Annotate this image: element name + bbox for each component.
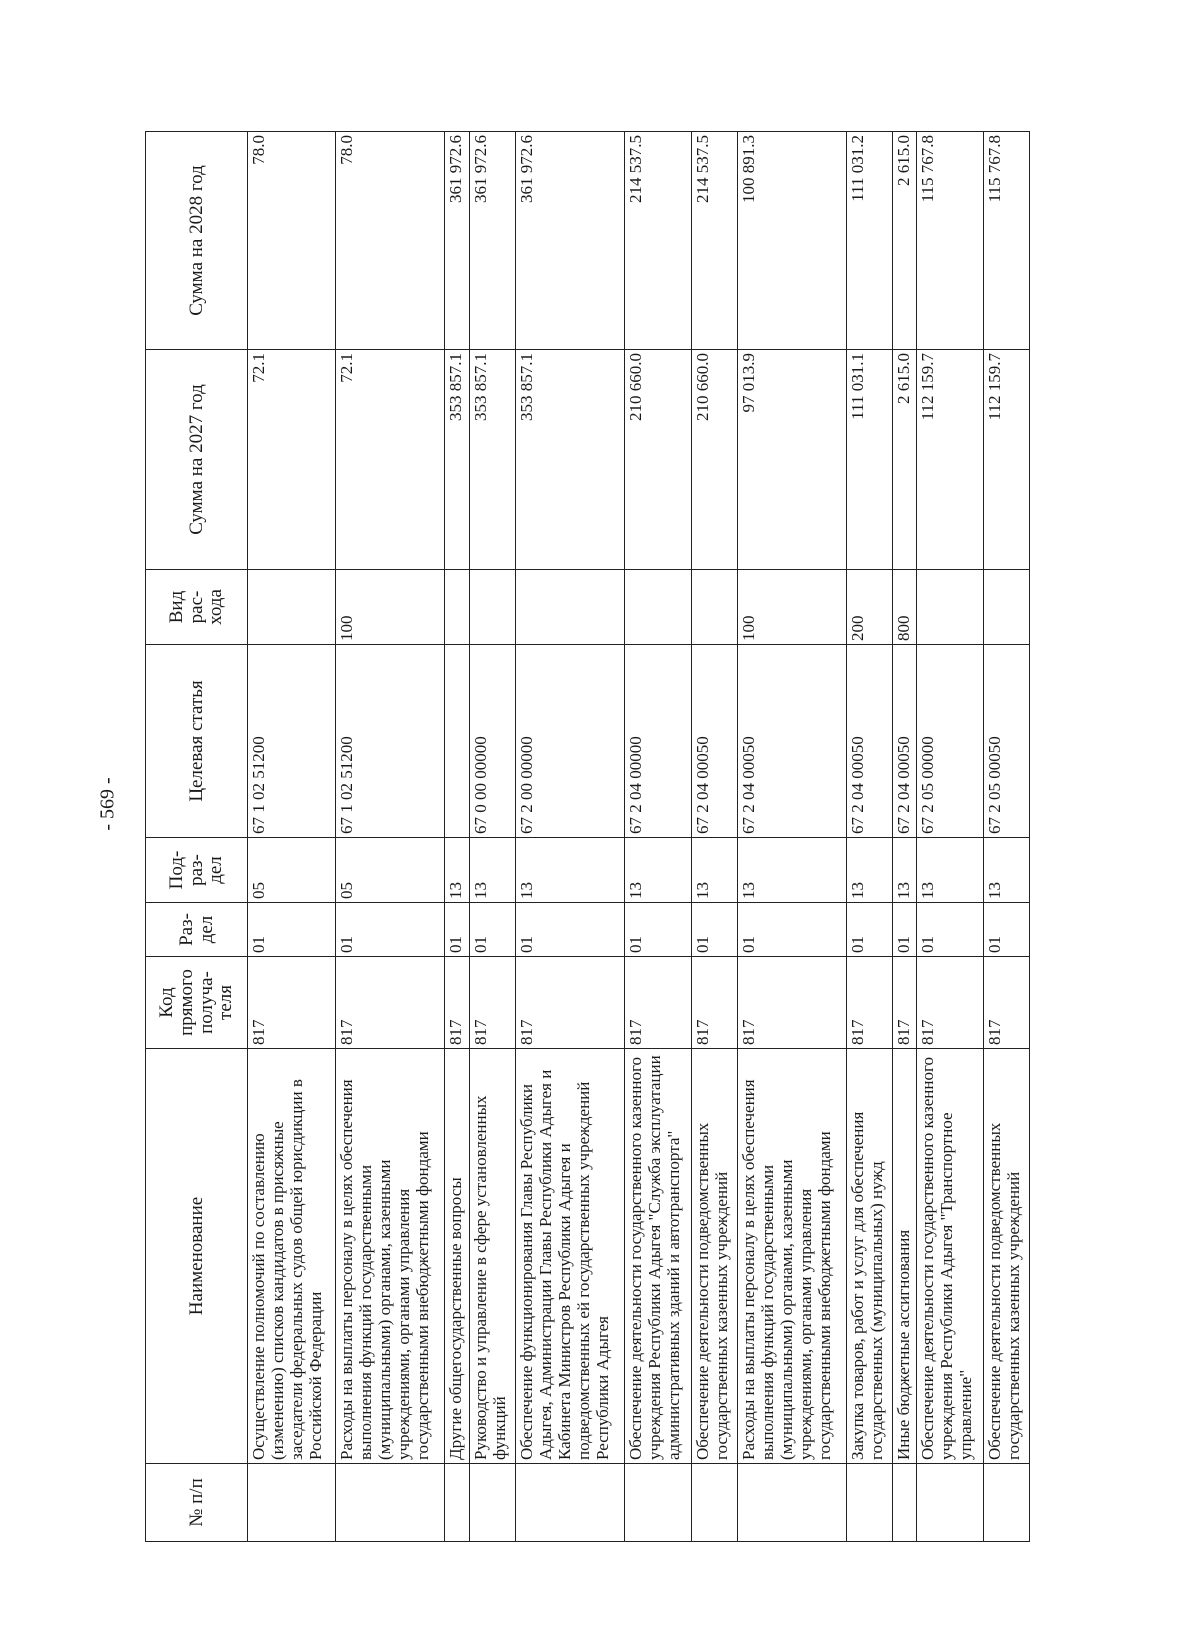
cell-target: 67 2 04 00000: [625, 645, 692, 838]
cell-subsection: 13: [984, 838, 1030, 903]
cell-name: Осуществление полномочий по составлению (изменению) списков кандидатов в присяжные заседатели федеральных судов общей юрисдикции в Российской Федерации: [248, 1049, 336, 1464]
page-number: - 569 -: [96, 777, 119, 831]
cell-name: Руководство и управление в сфере установленных функций: [469, 1049, 515, 1464]
cell-sum-2028: 111 031.2: [846, 132, 892, 350]
cell-recipient: 817: [846, 957, 892, 1049]
table-body: [248, 132, 1030, 1542]
cell-section: 01: [445, 903, 470, 957]
table-row: [336, 132, 445, 1542]
cell-name: Расходы на выплаты персоналу в целях обеспечения выполнения функций государственными (муниципальными) органами, казенными учреждениями, органами управления государственными внебюджетными фондами: [737, 1049, 846, 1464]
cell-num: [625, 1464, 692, 1542]
cell-sum-2027: 2 615.0: [892, 350, 917, 570]
cell-subsection: 05: [248, 838, 336, 903]
cell-recipient: 817: [625, 957, 692, 1049]
budget-table-container: [145, 132, 1030, 1542]
cell-section: 01: [336, 903, 445, 957]
header-num: № п/п: [146, 1464, 248, 1542]
cell-target: 67 2 05 00050: [984, 645, 1030, 838]
cell-sum-2028: 115 767.8: [917, 132, 984, 350]
table-row: [892, 132, 917, 1542]
cell-section: 01: [469, 903, 515, 957]
cell-num: [691, 1464, 737, 1542]
table-row: [737, 132, 846, 1542]
cell-num: [846, 1464, 892, 1542]
cell-sum-2027: 112 159.7: [917, 350, 984, 570]
cell-sum-2027: 97 013.9: [737, 350, 846, 570]
cell-recipient: 817: [691, 957, 737, 1049]
cell-section: 01: [737, 903, 846, 957]
cell-name: Обеспечение деятельности государственного казенного учреждения Республики Адыгея "Служба эксплуатации административных зданий и автотранспорта": [625, 1049, 692, 1464]
cell-exp-type: [917, 570, 984, 645]
cell-target: 67 1 02 51200: [248, 645, 336, 838]
cell-section: 01: [248, 903, 336, 957]
cell-subsection: 13: [846, 838, 892, 903]
table-row: [625, 132, 692, 1542]
header-target: Целевая статья: [146, 645, 248, 838]
cell-recipient: 817: [984, 957, 1030, 1049]
cell-target: 67 2 05 00000: [917, 645, 984, 838]
cell-subsection: 13: [515, 838, 624, 903]
cell-exp-type: 100: [737, 570, 846, 645]
cell-exp-type: 800: [892, 570, 917, 645]
cell-sum-2028: 2 615.0: [892, 132, 917, 350]
header-subsection: Под-раз-дел: [146, 838, 248, 903]
cell-subsection: 13: [737, 838, 846, 903]
cell-sum-2028: 361 972.6: [469, 132, 515, 350]
cell-section: 01: [917, 903, 984, 957]
cell-sum-2027: 210 660.0: [625, 350, 692, 570]
cell-target: 67 2 00 00000: [515, 645, 624, 838]
cell-section: 01: [625, 903, 692, 957]
cell-sum-2027: 72.1: [248, 350, 336, 570]
cell-recipient: 817: [892, 957, 917, 1049]
cell-subsection: 13: [445, 838, 470, 903]
cell-sum-2027: 72.1: [336, 350, 445, 570]
cell-recipient: 817: [469, 957, 515, 1049]
cell-num: [515, 1464, 624, 1542]
cell-name: Обеспечение деятельности подведомственных государственных казенных учреждений: [691, 1049, 737, 1464]
cell-name: Закупка товаров, работ и услуг для обеспечения государственных (муниципальных) нужд: [846, 1049, 892, 1464]
cell-sum-2028: 78.0: [336, 132, 445, 350]
cell-name: Расходы на выплаты персоналу в целях обеспечения выполнения функций государственными (муниципальными) органами, казенными учреждениями, органами управления государственными внебюджетными фондами: [336, 1049, 445, 1464]
cell-sum-2028: 214 537.5: [625, 132, 692, 350]
cell-subsection: 13: [691, 838, 737, 903]
cell-exp-type: [691, 570, 737, 645]
cell-sum-2028: 361 972.6: [515, 132, 624, 350]
table-row: [515, 132, 624, 1542]
cell-sum-2027: 210 660.0: [691, 350, 737, 570]
cell-num: [737, 1464, 846, 1542]
cell-name: Обеспечение функционирования Главы Республики Адыгея, Администрации Главы Республики Адыгея и Кабинета Министров Республики Адыгея и подведомственных ей государственных учреждений Республики Адыгея: [515, 1049, 624, 1464]
cell-recipient: 817: [336, 957, 445, 1049]
cell-recipient: 817: [917, 957, 984, 1049]
table-row: [469, 132, 515, 1542]
cell-subsection: 13: [625, 838, 692, 903]
cell-target: [445, 645, 470, 838]
cell-num: [248, 1464, 336, 1542]
cell-section: 01: [984, 903, 1030, 957]
header-sum-2027: Сумма на 2027 год: [146, 350, 248, 570]
cell-section: 01: [846, 903, 892, 957]
cell-sum-2027: 111 031.1: [846, 350, 892, 570]
cell-sum-2028: 361 972.6: [445, 132, 470, 350]
cell-sum-2027: 353 857.1: [469, 350, 515, 570]
cell-name: Обеспечение деятельности подведомственных государственных казенных учреждений: [984, 1049, 1030, 1464]
table-row: [846, 132, 892, 1542]
table-row: [691, 132, 737, 1542]
cell-target: 67 2 04 00050: [691, 645, 737, 838]
table-header-row: [146, 132, 248, 1542]
cell-sum-2028: 78.0: [248, 132, 336, 350]
header-exp-type: Вид рас-хода: [146, 570, 248, 645]
cell-sum-2027: 353 857.1: [515, 350, 624, 570]
table-row: [917, 132, 984, 1542]
cell-target: 67 2 04 00050: [846, 645, 892, 838]
cell-sum-2028: 100 891.3: [737, 132, 846, 350]
cell-sum-2028: 214 537.5: [691, 132, 737, 350]
cell-recipient: 817: [445, 957, 470, 1049]
header-recipient: Код прямого получа-теля: [146, 957, 248, 1049]
cell-subsection: 13: [892, 838, 917, 903]
cell-num: [336, 1464, 445, 1542]
cell-sum-2028: 115 767.8: [984, 132, 1030, 350]
budget-table: [145, 131, 1030, 1542]
cell-sum-2027: 112 159.7: [984, 350, 1030, 570]
cell-name: Обеспечение деятельности государственного казенного учреждения Республики Адыгея "Транспортное управление": [917, 1049, 984, 1464]
cell-recipient: 817: [737, 957, 846, 1049]
cell-num: [984, 1464, 1030, 1542]
cell-recipient: 817: [515, 957, 624, 1049]
cell-subsection: 13: [917, 838, 984, 903]
cell-exp-type: 200: [846, 570, 892, 645]
cell-subsection: 05: [336, 838, 445, 903]
cell-exp-type: [445, 570, 470, 645]
table-row: [984, 132, 1030, 1542]
table-row: [248, 132, 336, 1542]
cell-target: 67 2 04 00050: [892, 645, 917, 838]
header-name: Наименование: [146, 1049, 248, 1464]
cell-target: 67 1 02 51200: [336, 645, 445, 838]
cell-exp-type: [469, 570, 515, 645]
cell-section: 01: [691, 903, 737, 957]
cell-recipient: 817: [248, 957, 336, 1049]
cell-exp-type: [515, 570, 624, 645]
cell-target: 67 2 04 00050: [737, 645, 846, 838]
cell-exp-type: [248, 570, 336, 645]
cell-exp-type: 100: [336, 570, 445, 645]
cell-exp-type: [984, 570, 1030, 645]
cell-name: Другие общегосударственные вопросы: [445, 1049, 470, 1464]
cell-num: [445, 1464, 470, 1542]
cell-section: 01: [892, 903, 917, 957]
header-sum-2028: Сумма на 2028 год: [146, 132, 248, 350]
cell-subsection: 13: [469, 838, 515, 903]
cell-num: [892, 1464, 917, 1542]
header-section: Раз-дел: [146, 903, 248, 957]
cell-sum-2027: 353 857.1: [445, 350, 470, 570]
table-row: [445, 132, 470, 1542]
cell-exp-type: [625, 570, 692, 645]
cell-num: [469, 1464, 515, 1542]
cell-name: Иные бюджетные ассигнования: [892, 1049, 917, 1464]
cell-target: 67 0 00 00000: [469, 645, 515, 838]
cell-num: [917, 1464, 984, 1542]
cell-section: 01: [515, 903, 624, 957]
